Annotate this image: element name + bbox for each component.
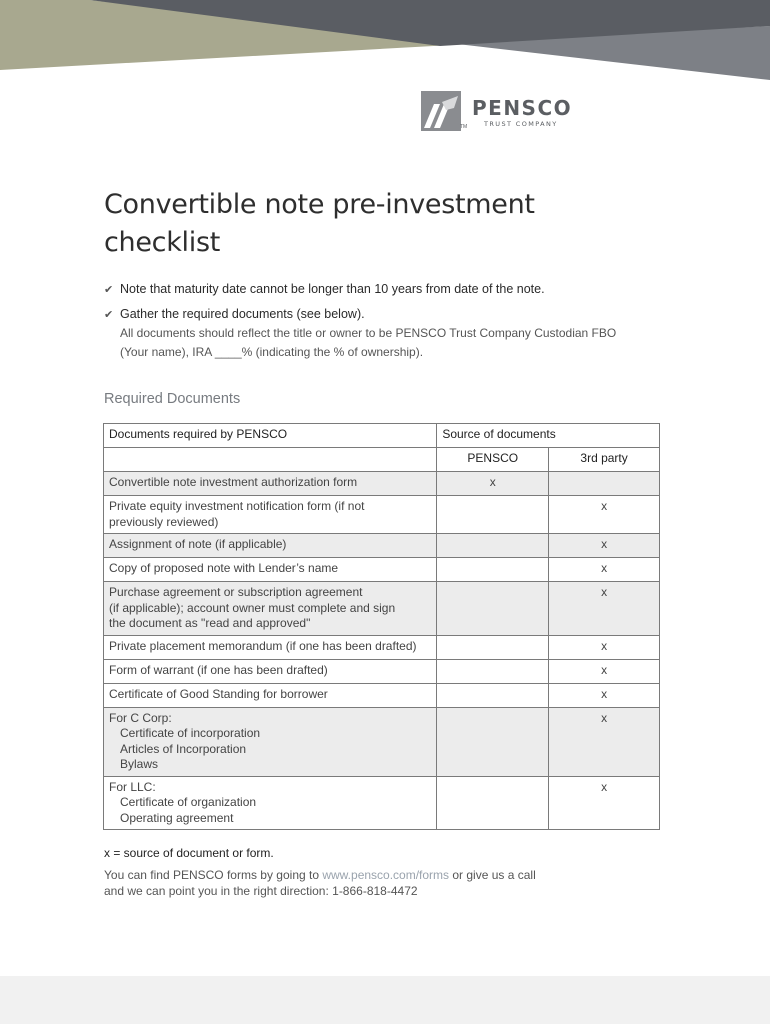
header-documents-cell: Documents required by PENSCO xyxy=(104,424,437,448)
third-party-source-cell: x xyxy=(549,582,660,636)
pensco-logo xyxy=(420,90,580,135)
footer-text-post: or give us a call xyxy=(449,868,536,882)
table-row xyxy=(104,635,660,659)
required-documents-table xyxy=(103,423,660,830)
pensco-source-cell xyxy=(437,707,549,776)
table-row xyxy=(104,534,660,558)
footer-text-pre: You can find PENSCO forms by going to xyxy=(104,868,323,882)
document-name-cell xyxy=(104,558,437,582)
checklist-detail-line-2: (Your name), IRA ____% (indicating the % of ownership). xyxy=(120,345,424,359)
document-sub-item: Certificate of incorporation xyxy=(120,726,261,740)
footer-text xyxy=(104,867,574,899)
bottom-band xyxy=(0,976,770,1024)
document-name-cell xyxy=(104,707,437,776)
header-source-cell: Source of documents xyxy=(437,424,660,448)
legend-note: x = source of document or form. xyxy=(104,846,274,860)
table-row xyxy=(104,582,660,636)
document-sub-item: Bylaws xyxy=(120,757,159,771)
table-row xyxy=(104,558,660,582)
page-title-line-1: Convertible note pre-investment xyxy=(104,189,535,220)
subheader-third-party-cell: 3rd party xyxy=(549,448,660,472)
document-name-line: the document as "read and approved" xyxy=(109,616,311,630)
pensco-source-cell xyxy=(437,635,549,659)
document-name-line: Purchase agreement or subscription agreement xyxy=(109,585,363,599)
checklist-detail-line-1: All documents should reflect the title or owner to be PENSCO Trust Company Custodian FBO xyxy=(120,326,617,340)
document-name-line: (if applicable); account owner must complete and sign xyxy=(109,600,396,615)
document-name-line: Private equity investment notification form (if not xyxy=(109,499,365,513)
document-sub-item: Articles of Incorporation xyxy=(120,741,247,756)
table-row xyxy=(104,683,660,707)
checkmark-icon: ✔ xyxy=(104,284,114,296)
document-name-line: Private placement memorandum (if one has been drafted) xyxy=(109,638,417,653)
pensco-source-cell xyxy=(437,534,549,558)
logo-wordmark: PENSCO xyxy=(472,96,573,120)
document-name-line: For C Corp: xyxy=(109,710,172,725)
table-row xyxy=(104,776,660,830)
header-banner xyxy=(0,0,770,80)
pensco-source-cell xyxy=(437,558,549,582)
third-party-source-cell xyxy=(549,472,660,496)
document-name-line: previously reviewed) xyxy=(109,514,219,529)
pensco-source-cell xyxy=(437,683,549,707)
page-title xyxy=(104,186,604,262)
table-header-row xyxy=(104,424,660,448)
checklist-item-text: Gather the required documents (see below). xyxy=(120,307,365,321)
document-name-line: Assignment of note (if applicable) xyxy=(109,537,287,551)
page-title-line-2: checklist xyxy=(104,227,221,258)
document-name-cell xyxy=(104,776,437,830)
checklist-item-documents xyxy=(104,305,365,325)
logo-trademark: TM xyxy=(460,124,468,130)
third-party-source-cell: x xyxy=(549,659,660,683)
table-row xyxy=(104,496,660,534)
table-subheader-row xyxy=(104,448,660,472)
document-sub-item: Operating agreement xyxy=(120,810,234,825)
third-party-source-cell: x xyxy=(549,534,660,558)
pensco-source-cell: x xyxy=(437,472,549,496)
checklist-item-text: Note that maturity date cannot be longer than 10 years from date of the note. xyxy=(120,282,545,296)
footer-text-line-2: and we can point you in the right direction: 1-866-818-4472 xyxy=(104,884,418,898)
document-name-cell xyxy=(104,635,437,659)
logo-subtitle: TRUST COMPANY xyxy=(484,120,558,128)
document-sub-item: Certificate of organization xyxy=(120,795,257,809)
table-row xyxy=(104,707,660,776)
document-name-cell xyxy=(104,683,437,707)
third-party-source-cell: x xyxy=(549,776,660,830)
third-party-source-cell: x xyxy=(549,707,660,776)
required-documents-heading: Required Documents xyxy=(104,391,241,407)
subheader-empty-cell xyxy=(104,448,437,472)
third-party-source-cell: x xyxy=(549,683,660,707)
document-name-cell xyxy=(104,582,437,636)
document-name-cell xyxy=(104,534,437,558)
document-name-line: Form of warrant (if one has been drafted) xyxy=(109,662,328,677)
checklist-item-detail xyxy=(120,324,660,362)
subheader-pensco-cell: PENSCO xyxy=(437,448,549,472)
pensco-source-cell xyxy=(437,582,549,636)
pensco-logo-mark-icon xyxy=(420,90,462,132)
document-name-line: For LLC: xyxy=(109,779,156,794)
third-party-source-cell: x xyxy=(549,558,660,582)
document-name-line: Convertible note investment authorization form xyxy=(109,475,358,489)
document-name-cell xyxy=(104,496,437,534)
third-party-source-cell: x xyxy=(549,635,660,659)
forms-link[interactable]: www.pensco.com/forms xyxy=(322,868,450,882)
checkmark-icon: ✔ xyxy=(104,309,114,321)
pensco-source-cell xyxy=(437,496,549,534)
checklist-item-maturity xyxy=(104,280,545,300)
table-row xyxy=(104,659,660,683)
pensco-source-cell xyxy=(437,776,549,830)
third-party-source-cell: x xyxy=(549,496,660,534)
document-name-cell xyxy=(104,659,437,683)
table-row xyxy=(104,472,660,496)
document-name-cell xyxy=(104,472,437,496)
document-name-line: Certificate of Good Standing for borrower xyxy=(109,686,328,701)
pensco-source-cell xyxy=(437,659,549,683)
document-name-line: Copy of proposed note with Lender’s name xyxy=(109,561,339,575)
